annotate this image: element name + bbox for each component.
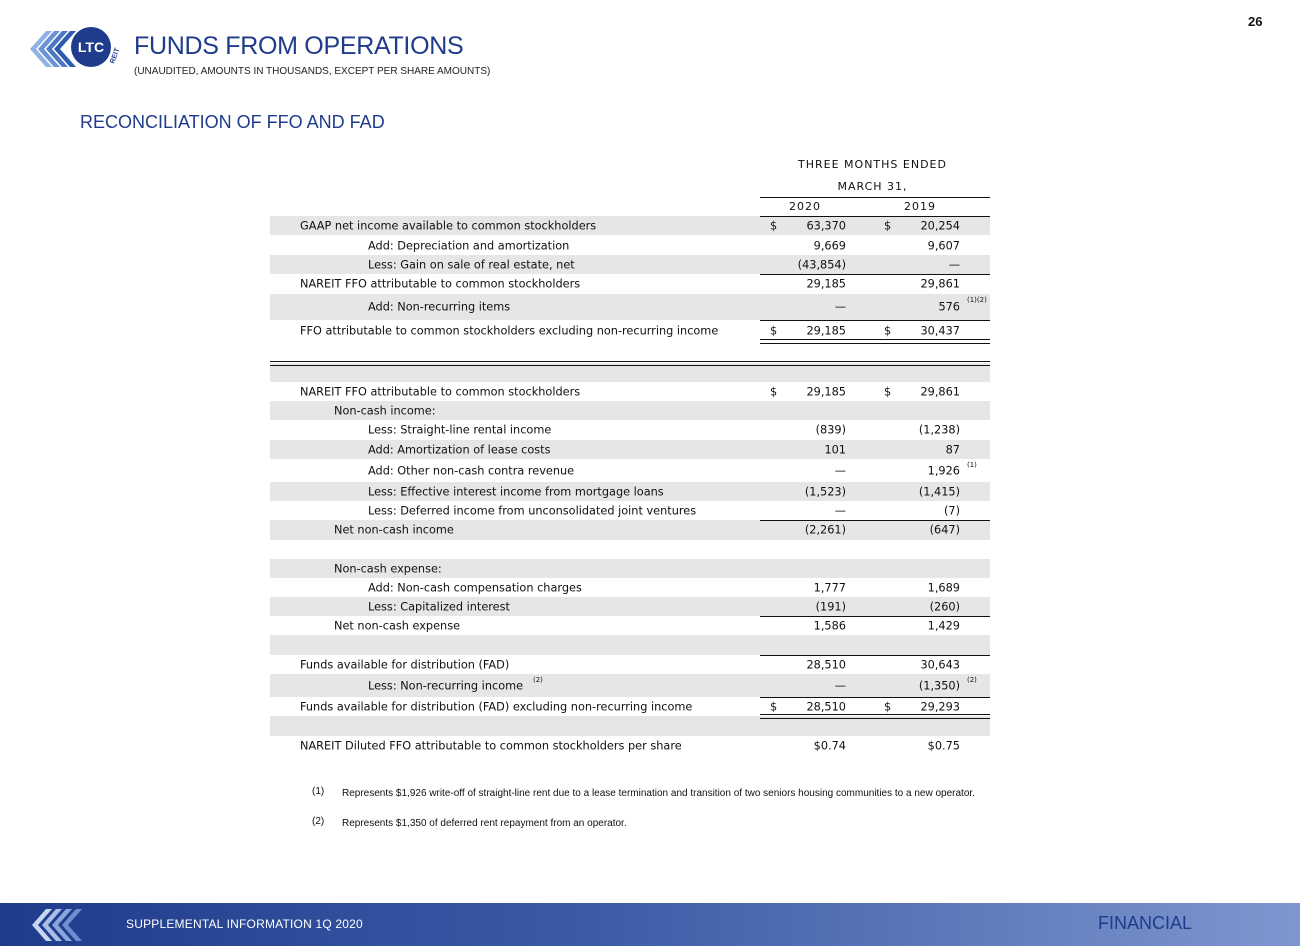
value-2019: 9,607	[927, 239, 960, 252]
value-2019: 29,293	[920, 700, 960, 713]
value-2020: —	[834, 504, 846, 517]
value-2019: 1,689	[927, 581, 960, 594]
table-row	[270, 482, 990, 501]
row-label: NAREIT FFO attributable to common stockholders	[300, 385, 581, 398]
row-label: Non-cash income:	[334, 404, 436, 417]
table-row	[270, 635, 990, 655]
total-rule	[760, 697, 990, 698]
value-2019: 29,861	[920, 277, 960, 291]
value-2020: (191)	[815, 600, 846, 613]
dollar-sign-2019: $	[884, 324, 892, 337]
row-label: Funds available for distribution (FAD)	[300, 658, 510, 671]
logo-subtext: REIT	[109, 47, 122, 65]
table-row	[270, 616, 990, 635]
row-label: NAREIT Diluted FFO attributable to common stockholders per share	[300, 739, 682, 752]
row-label: Net non-cash expense	[334, 619, 461, 632]
row-label: FFO attributable to common stockholders excluding non-recurring income	[300, 324, 719, 337]
double-rule	[760, 714, 990, 719]
row-label: Less: Non-recurring income	[368, 679, 524, 692]
dollar-sign-2020: $	[770, 700, 778, 713]
value-2020: (2,261)	[804, 523, 846, 537]
value-2020: 29,185	[806, 324, 846, 337]
row-label: Add: Non-recurring items	[368, 300, 511, 314]
footer-text: SUPPLEMENTAL INFORMATION 1Q 2020	[126, 917, 363, 931]
total-rule	[760, 655, 990, 656]
value-2019: $0.75	[927, 739, 960, 752]
table-row	[270, 401, 990, 420]
page-subtitle: (UNAUDITED, AMOUNTS IN THOUSANDS, EXCEPT PER SHARE AMOUNTS)	[134, 66, 491, 77]
value-2020: 28,510	[806, 700, 846, 713]
table-row	[270, 655, 990, 674]
dollar-sign-2019: $	[884, 219, 892, 232]
table-row	[270, 578, 990, 597]
row-label: Less: Straight-line rental income	[368, 423, 552, 436]
value-2020: 29,185	[806, 385, 846, 398]
total-rule	[760, 274, 990, 275]
col-2019-header: 2019	[904, 200, 936, 213]
row-label: Funds available for distribution (FAD) excluding non-recurring income	[300, 700, 693, 713]
footer-bar	[0, 903, 1300, 946]
footer-chevron-logo	[28, 905, 100, 945]
table-row	[270, 559, 990, 578]
double-rule	[270, 361, 990, 366]
dollar-sign-2020: $	[770, 219, 778, 232]
value-footnote-ref: (1)	[967, 461, 977, 469]
value-2020: (839)	[815, 423, 846, 436]
value-2019: (260)	[929, 600, 960, 613]
value-2020: —	[834, 300, 846, 314]
value-2020: —	[834, 464, 846, 477]
total-rule	[760, 616, 990, 617]
dollar-sign-2019: $	[884, 385, 892, 398]
dollar-sign-2020: $	[770, 385, 778, 398]
row-label: Add: Depreciation and amortization	[368, 239, 570, 252]
row-label: Less: Capitalized interest	[368, 600, 510, 613]
value-2019: (647)	[929, 523, 960, 537]
dollar-sign-2019: $	[884, 700, 892, 713]
value-2020: 9,669	[813, 239, 846, 252]
table-row	[270, 255, 990, 274]
period-subheader: MARCH 31,	[837, 180, 908, 193]
footnote-number: (2)	[312, 816, 325, 827]
table-row	[270, 520, 990, 540]
period-header: THREE MONTHS ENDED	[798, 158, 947, 171]
row-label: Non-cash expense:	[334, 562, 442, 575]
row-label: NAREIT FFO attributable to common stockholders	[300, 277, 581, 291]
table-row	[270, 736, 990, 755]
page-number: 26	[1248, 14, 1263, 29]
value-2019: 576	[938, 300, 960, 314]
value-2019: 30,437	[920, 324, 960, 337]
value-footnote-ref: (1)(2)	[967, 296, 987, 304]
row-label: GAAP net income available to common stockholders	[300, 219, 597, 232]
footnote-text: Represents $1,350 of deferred rent repayment from an operator.	[342, 818, 627, 829]
table-row	[270, 420, 990, 439]
value-2020: $0.74	[813, 739, 846, 752]
value-2019: 30,643	[920, 658, 960, 671]
double-rule	[760, 339, 990, 344]
table-row	[270, 597, 990, 616]
value-2019: (1,350)	[918, 679, 960, 692]
value-2019: (1,415)	[918, 485, 960, 498]
row-label: Net non-cash income	[334, 523, 454, 537]
col-2020-header: 2020	[789, 200, 821, 213]
section-title: RECONCILIATION OF FFO AND FAD	[80, 112, 385, 132]
row-label: Add: Other non-cash contra revenue	[368, 464, 575, 477]
table-row	[270, 320, 990, 341]
value-2020: 1,586	[813, 619, 846, 632]
label-footnote-ref: (2)	[533, 676, 543, 684]
value-2020: 28,510	[806, 658, 846, 671]
table-row	[270, 294, 990, 320]
row-label: Less: Effective interest income from mortgage loans	[368, 485, 664, 498]
table-row	[270, 674, 990, 697]
value-2019: —	[948, 258, 960, 271]
value-2019: 87	[945, 443, 960, 456]
table-row	[270, 382, 990, 401]
value-2020: —	[834, 679, 846, 692]
logo-text: LTC	[77, 39, 105, 55]
table-row	[270, 236, 990, 255]
value-2019: (7)	[943, 504, 960, 517]
table-row	[270, 540, 990, 559]
table-row	[270, 274, 990, 294]
footnote-text: Represents $1,926 write-off of straight-line rent due to a lease termination and transition of two seniors housing communities to a new operator.	[342, 788, 975, 799]
table-row	[270, 501, 990, 520]
value-2019: 20,254	[920, 219, 960, 232]
value-2020: 1,777	[813, 581, 846, 594]
value-2020: 101	[824, 443, 846, 456]
table-row	[270, 216, 990, 235]
value-2019: 29,861	[920, 385, 960, 398]
page-title: FUNDS FROM OPERATIONS	[134, 32, 464, 60]
value-2019: (1,238)	[918, 423, 960, 436]
table-row	[270, 440, 990, 459]
row-label: Add: Non-cash compensation charges	[368, 581, 582, 594]
value-2020: 29,185	[806, 277, 846, 291]
value-footnote-ref: (2)	[967, 676, 977, 684]
value-2020: (43,854)	[797, 258, 846, 271]
table-row	[270, 716, 990, 736]
row-label: Add: Amortization of lease costs	[368, 443, 551, 456]
total-rule	[760, 320, 990, 321]
footnote-number: (1)	[312, 786, 325, 797]
ltc-logo	[16, 18, 128, 80]
total-rule	[760, 216, 990, 217]
value-2019: 1,926	[927, 464, 960, 477]
value-2020: (1,523)	[804, 485, 846, 498]
dollar-sign-2020: $	[770, 324, 778, 337]
footer-section: FINANCIAL	[1098, 913, 1193, 933]
value-2019: 1,429	[927, 619, 960, 632]
value-2020: 63,370	[806, 219, 846, 232]
row-label: Less: Gain on sale of real estate, net	[368, 258, 575, 271]
header-rule	[760, 197, 990, 198]
total-rule	[760, 520, 990, 521]
table-row	[270, 459, 990, 482]
row-label: Less: Deferred income from unconsolidated joint ventures	[368, 504, 697, 517]
